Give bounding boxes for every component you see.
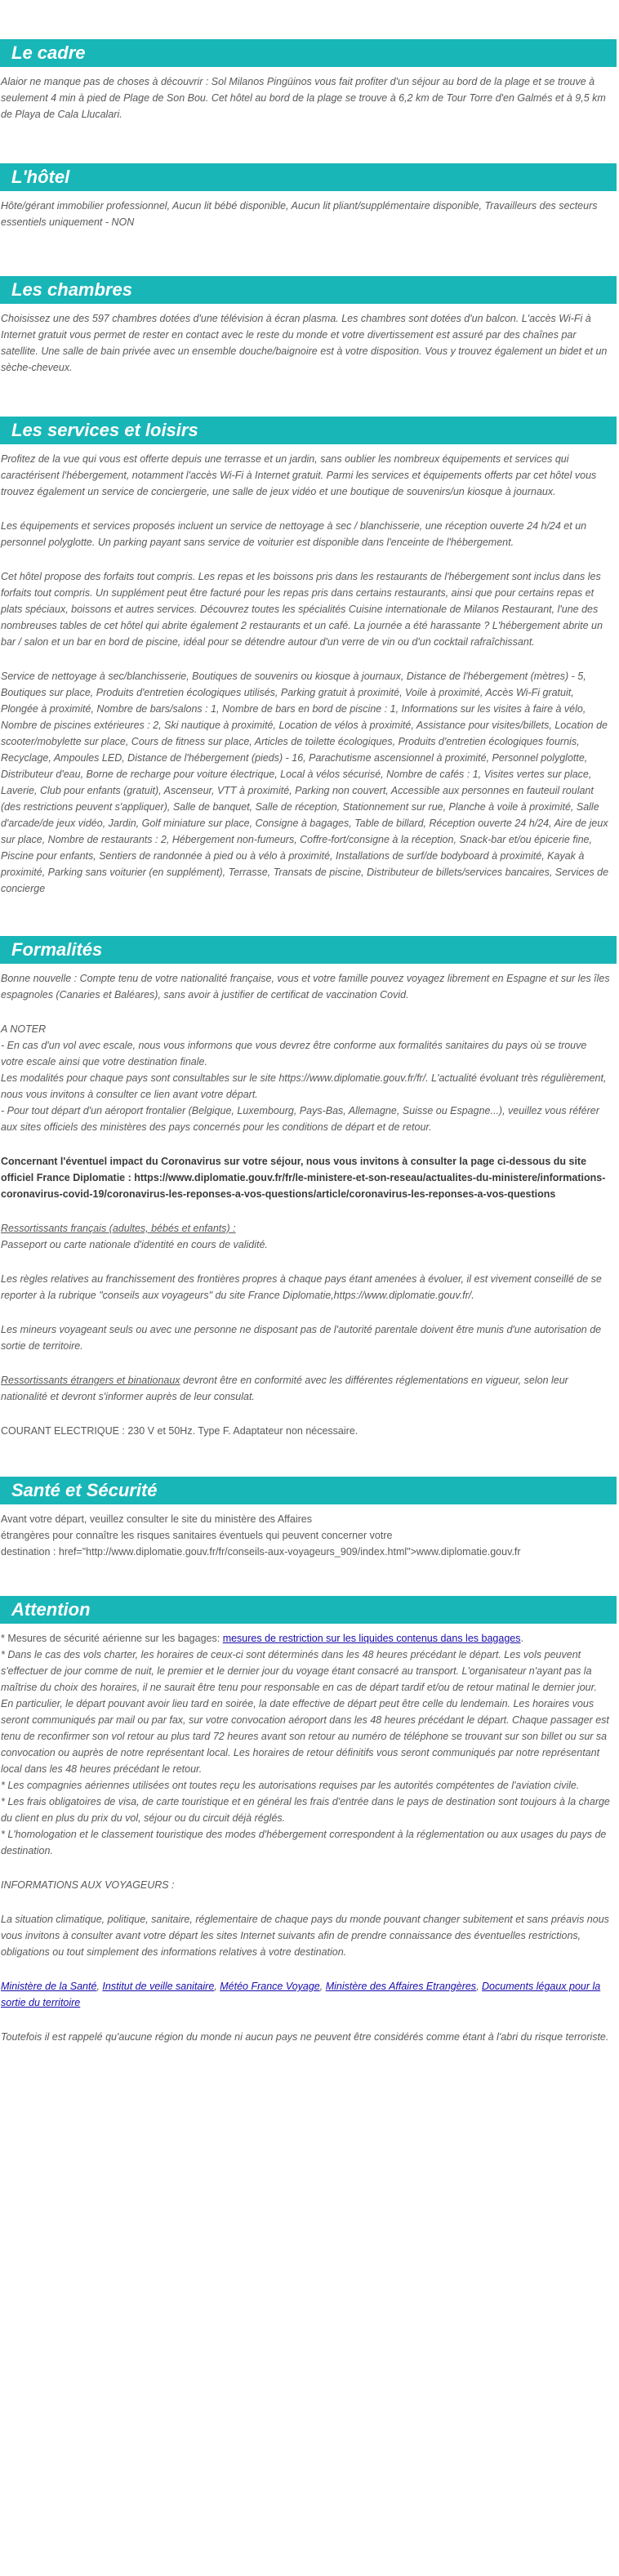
section-body-attention bbox=[1, 1630, 617, 2045]
section-body-formalites bbox=[1, 970, 617, 1439]
section-title-sante: Santé et Sécurité bbox=[0, 1477, 617, 1504]
note-line-3: - Pour tout départ d'un aéroport frontalier (Belgique, Luxembourg, Pays-Bas, Allemagne, Suisse ou Espagne...), veuillez vous référer aux sites officiels des ministères des pays concernés pour les conditions de départ et de retour. bbox=[1, 1105, 599, 1133]
attention-bullet-5: * L'homologation et le classement touristique des modes d'hébergement correspondent à la réglementation ou aux usages du pays de destination. bbox=[1, 1829, 607, 1856]
section-sante bbox=[0, 1477, 619, 1560]
electric-info: COURANT ELECTRIQUE : 230 V et 50Hz. Type F. Adaptateur non nécessaire. bbox=[1, 1425, 358, 1437]
section-title-hotel: L'hôtel bbox=[0, 163, 617, 191]
minors-info: Les mineurs voyageant seuls ou avec une personne ne disposant pas de l'autorité parentale doivent être munis d'une autorisation de sortie de territoire. bbox=[1, 1324, 602, 1352]
formalites-intro: Bonne nouvelle : Compte tenu de votre nationalité française, vous et votre famille pouvez voyagez librement en Espagne et sur les îles espagnoles (Canaries et Baléares), sans avoir à justifier de certificat de vaccination Covid. bbox=[1, 973, 610, 1001]
chambres-text: Choisissez une des 597 chambres dotées d'une télévision à écran plasma. Les chambres sont dotées d'un balcon. L'accès Wi-Fi à Internet gratuit vous permet de rester en contact avec le reste du monde et votre divertissement est assuré par des chaînes par satellite. Une salle de bain privée avec un ensemble douche/baignoire est à votre disposition. Vous y trouvez également un bidet et un sèche-cheveux. bbox=[1, 313, 608, 373]
attention-bullet-4: * Les frais obligatoires de visa, de carte touristique et en général les frais d'entrée dans le pays de destination sont toujours à la charge du client en plus du prix du vol, séjour ou du circuit déjà réglés. bbox=[1, 1796, 610, 1824]
services-paragraph-1: Profitez de la vue qui vous est offerte depuis une terrasse et un jardin, sans oublier les nombreux équipements et services qui caractérisent l'hébergement, notamment l'accès Wi-Fi à Internet gratuit. Parmi les services et équipements offerts par cet hôtel vous trouvez également un service de conciergerie, une salle de jeux vidéo et une boutique de souvenirs/un kiosque à journaux. bbox=[1, 453, 597, 497]
link-documents-legaux[interactable]: Documents légaux pour la sortie du territoire bbox=[1, 1981, 601, 2008]
section-title-chambres: Les chambres bbox=[0, 276, 617, 304]
section-title-formalites: Formalités bbox=[0, 936, 617, 964]
section-body-services bbox=[1, 451, 617, 897]
section-formalites bbox=[0, 936, 619, 1439]
section-cadre bbox=[0, 39, 619, 123]
services-paragraph-3: Cet hôtel propose des forfaits tout compris. Les repas et les boissons pris dans les restaurants de l'hébergement sont inclus dans les forfaits tout compris. Un supplément peut être facturé pour les repas pris dans certains restaurants, ainsi que pour certains repas et plats spéciaux, boissons et autres services. Découvrez toutes les spécialités Cuisine internationale de Milanos Restaurant, l'une des nombreuses tables de cet hôtel qui abrite également 2 restaurants et un café. La journée a été harassante ? L'hébergement abrite un bar / salon et un bar en bord de piscine, idéal pour se détendre autour d'un verre de vin ou d'un cocktail rafraîchissant. bbox=[1, 571, 603, 648]
info-title: INFORMATIONS AUX VOYAGEURS : bbox=[1, 1879, 175, 1891]
terrorism-notice: Toutefois il est rappelé qu'aucune région du monde ni aucun pays ne peuvent être considérés comme étant à l'abri du risque terroriste. bbox=[1, 2031, 609, 2043]
section-body-sante bbox=[1, 1511, 617, 1560]
attention-bullet-2: * Dans le cas des vols charter, les horaires de ceux-ci sont déterminés dans les 48 heures précédant le départ. Les vols peuvent s'effectuer de jour comme de nuit, le premier et le dernier jour du voyage étant consacré au transport. L'organisateur n'ayant pas la maîtrise du choix des horaires, il ne saurait être tenu pour responsable en cas de départ tardif et/ou de retour matinal le dernier jour. En particulier, le départ pouvant avoir lieu tard en soirée, la date effective de départ peut être celle du lendemain. Les horaires vous seront communiqués par mail ou par fax, sur votre convocation aéroport dans les 48 heures précédant le départ. Chaque passager est tenu de reconfirmer son vol retour au plus tard 72 heures avant son retour au numéro de téléphone se trouvant sur son billet ou sur sa convocation ou auprès de notre représentant local. Les horaires de retour définitifs vous seront communiqués par notre représentant local dans les 48 heures précédant le retour. bbox=[1, 1649, 609, 1775]
note-title: A NOTER bbox=[1, 1023, 47, 1035]
link-affaires-etrangeres[interactable]: Ministère des Affaires Etrangères bbox=[325, 1981, 477, 1992]
note-line-2: Les modalités pour chaque pays sont consultables sur le site https://www.diplomatie.gouv.fr/fr/. L'actualité évoluant très régulièrement, nous vous invitons à consulter ce lien avant votre départ. bbox=[1, 1072, 607, 1100]
link-meteo-france[interactable]: Météo France Voyage bbox=[220, 1981, 320, 1992]
section-hotel bbox=[0, 163, 619, 230]
services-paragraph-2: Les équipements et services proposés incluent un service de nettoyage à sec / blanchisserie, une réception ouverte 24 h/24 et un personnel polyglotte. Un parking payant sans service de voiturier est disponible dans l'enceinte de l'hébergement. bbox=[1, 520, 587, 548]
section-chambres bbox=[0, 276, 619, 376]
link-veille-sanitaire[interactable]: Institut de veille sanitaire bbox=[102, 1981, 215, 1992]
link-separator: , bbox=[476, 1981, 483, 1992]
section-body-chambres bbox=[1, 310, 617, 376]
link-separator: , bbox=[96, 1981, 103, 1992]
services-amenities-list: Service de nettoyage à sec/blanchisserie, Boutiques de souvenirs ou kiosque à journaux, Distance de l'hébergement (mètres) - 5, Boutiques sur place, Produits d'entretien écologiques utilisés, Parking gratuit à proximité, Voile à proximité, Accès Wi-Fi gratuit, Plongée à proximité, Nombre de bars/salons : 1, Nombre de bars en bord de piscine : 1, Informations sur les visites à faire à vélo, Nombre de piscines extérieures : 2, Ski nautique à proximité, Location de vélos à proximité, Assistance pour visites/billets, Location de scooter/mobylette sur place, Cours de fitness sur place, Articles de toilette écologiques, Produits d'entretien écologiques fournis, Recyclage, Ampoules LED, Distance de l'hébergement (pieds) - 16, Parachutisme ascensionnel à proximité, Personnel polyglotte, Distributeur d'eau, Borne de recharge pour voiture électrique, Local à vélos sécurisé, Nombre de cafés : 1, Visites vertes sur place, Laverie, Club pour enfants (gratuit), Ascenseur, VTT à proximité, Parking non couvert, Accessible aux personnes en fauteuil roulant (des restrictions peuvent s'appliquer), Salle de banquet, Salle de réception, Stationnement sur rue, Planche à voile à proximité, Salle d'arcade/de jeux vidéo, Jardin, Golf miniature sur place, Consigne à bagages, Table de billard, Réception ouverte 24 h/24, Aire de jeux sur place, Nombre de restaurants : 2, Hébergement non-fumeurs, Coffre-fort/consigne à la réception, Snack-bar et/ou épicerie fine, Piscine pour enfants, Sentiers de randonnée à pied ou à vélo à proximité, Installations de surf/de bodyboard à proximité, Kayak à proximité, Parking sans voiturier (en supplément), Terrasse, Transats de piscine, Distributeur de billets/services bancaires, Services de concierge bbox=[1, 671, 609, 894]
french-nationals-title: Ressortissants français (adultes, bébés et enfants) : bbox=[1, 1223, 236, 1234]
bullet-1-prefix: * Mesures de sécurité aérienne sur les bagages: bbox=[1, 1633, 223, 1644]
info-text: La situation climatique, politique, sanitaire, réglementaire de chaque pays du monde pouvant changer subitement et sans préavis nous vous invitons à consulter avant votre départ les sites Internet suivants afin de prendre connaissance des éventuelles restrictions, obligations ou tout simplement des informations relatives à votre destination. bbox=[1, 1914, 609, 1958]
french-nationals bbox=[1, 1220, 612, 1253]
link-separator: , bbox=[319, 1981, 326, 1992]
section-title-services: Les services et loisirs bbox=[0, 417, 617, 444]
sante-line-2: étrangères pour connaître les risques sanitaires éventuels qui peuvent concerner votre bbox=[1, 1530, 393, 1541]
bullet-1-suffix: . bbox=[520, 1633, 523, 1644]
section-body-hotel bbox=[1, 198, 617, 230]
attention-bullet-1 bbox=[1, 1630, 612, 1647]
section-title-cadre: Le cadre bbox=[0, 39, 617, 67]
foreign-nationals bbox=[1, 1372, 612, 1405]
page bbox=[0, 39, 619, 2045]
hotel-text: Hôte/gérant immobilier professionnel, Aucun lit bébé disponible, Aucun lit pliant/supplémentaire disponible, Travailleurs des secteurs essentiels uniquement - NON bbox=[1, 200, 598, 228]
sante-line-1: Avant votre départ, veuillez consulter le site du ministère des Affaires bbox=[1, 1513, 312, 1525]
link-separator: , bbox=[214, 1981, 220, 1992]
french-nationals-text: Passeport ou carte nationale d'identité en cours de validité. bbox=[1, 1239, 268, 1250]
note-line-1: - En cas d'un vol avec escale, nous vous informons que vous devrez être conforme aux formalités sanitaires du pays où se trouve votre escale ainsi que votre destination finale. bbox=[1, 1040, 587, 1067]
cadre-text: Alaior ne manque pas de choses à découvrir : Sol Milanos Pingüinos vous fait profiter d'un séjour au bord de la plage et se trouve à seulement 4 min à pied de Plage de Son Bou. Cet hôtel au bord de la plage se trouve à 6,2 km de Tour Torre d'en Galmés et à 9,5 km de Playa de Cala Llucalari. bbox=[1, 76, 606, 120]
foreign-nationals-text: devront être en conformité avec les différentes réglementations en vigueur, selon leur nationalité et devront s'informer auprès de leur consulat. bbox=[1, 1375, 568, 1402]
official-links bbox=[1, 1978, 612, 2011]
section-title-attention: Attention bbox=[0, 1596, 617, 1624]
section-body-cadre bbox=[1, 74, 617, 123]
section-attention bbox=[0, 1596, 619, 2045]
foreign-nationals-title: Ressortissants étrangers et binationaux bbox=[1, 1375, 180, 1386]
sante-line-3: destination : href="http://www.diplomatie.gouv.fr/fr/conseils-aux-voyageurs_909/index.html">www.diplomatie.gouv.fr bbox=[1, 1546, 521, 1558]
attention-bullet-3: * Les compagnies aériennes utilisées ont toutes reçu les autorisations requises par les autorités compétentes de l'aviation civile. bbox=[1, 1780, 580, 1791]
link-ministere-sante[interactable]: Ministère de la Santé bbox=[1, 1981, 97, 1992]
borders-info: Les règles relatives au franchissement des frontières propres à chaque pays étant amenées à évoluer, il est vivement conseillé de se reporter à la rubrique "conseils aux voyageurs" du site France Diplomatie,https://www.diplomatie.gouv.fr/. bbox=[1, 1273, 602, 1301]
formalites-note bbox=[1, 1021, 612, 1135]
covid-info: Concernant l'éventuel impact du Coronavirus sur votre séjour, nous vous invitons à consulter la page ci-dessous du site officiel France Diplomatie : https://www.diplomatie.gouv.fr/fr/le-ministere-et-son-reseau/actualites-du-ministere/informations-coronavirus-covid-19/coronavirus-les-reponses-a-vos-questions/article/coronavirus-les-reponses-a-vos-questions bbox=[1, 1156, 606, 1200]
sante-text bbox=[1, 1511, 612, 1560]
liquids-restriction-link[interactable]: mesures de restriction sur les liquides contenus dans les bagages bbox=[222, 1633, 521, 1644]
section-services bbox=[0, 417, 619, 897]
